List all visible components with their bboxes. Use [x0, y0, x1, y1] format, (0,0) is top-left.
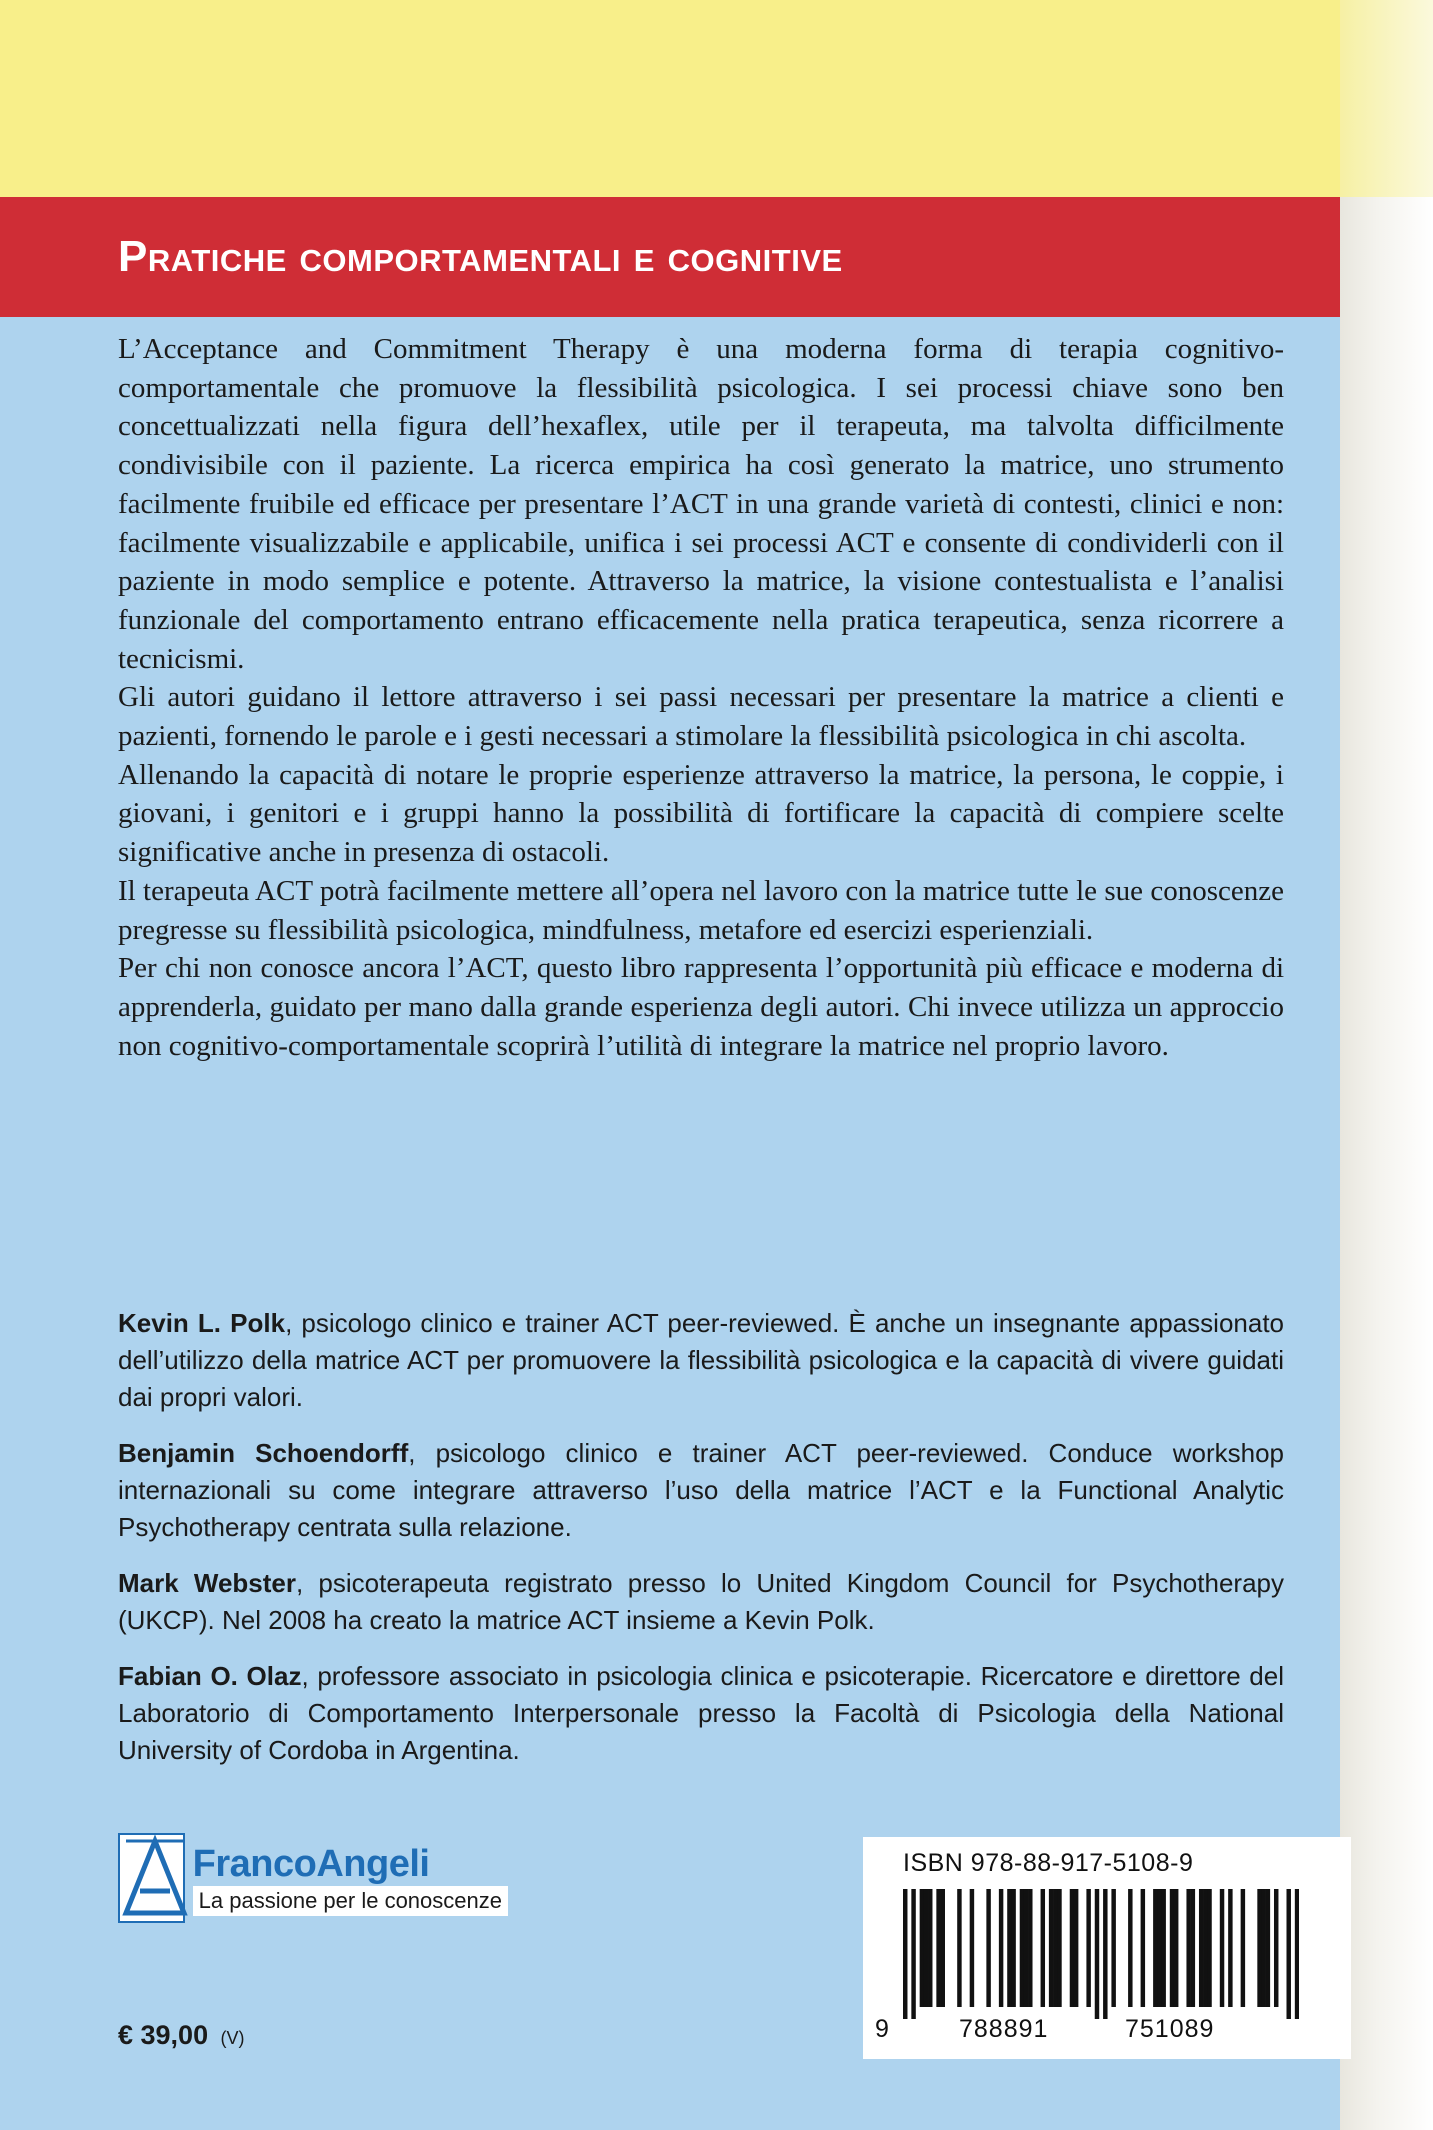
- ean-first-digit: 9: [875, 2015, 890, 2043]
- barcode-bar: [1161, 1889, 1165, 2007]
- barcode-bar: [1049, 1889, 1053, 2007]
- barcode-bar: [1141, 1889, 1145, 2007]
- author-bios: [118, 1305, 1284, 1788]
- barcode-bar: [1207, 1889, 1211, 2007]
- author-name: Benjamin Schoendorff: [118, 1438, 409, 1468]
- price-code: (V): [220, 2028, 245, 2048]
- publisher-name: FrancoAngeli: [192, 1843, 430, 1885]
- ean-left-group: 788891: [959, 2015, 1049, 2043]
- description-paragraph: Il terapeuta ACT potrà facilmente mettere all’opera nel lavoro con la matrice tutte le sue conoscenze pregresse su flessibilità psicologica, mindfulness, metafore ed esercizi esperienziali.: [118, 874, 1284, 946]
- barcode-bar: [903, 1889, 907, 2019]
- cover-edge-strip: [1340, 0, 1433, 2130]
- publisher-tagline: La passione per le conoscenze: [193, 1886, 508, 1916]
- author-bio-text: , psicologo clinico e trainer ACT peer-reviewed. Conduce workshop internazionali su come integrare attraverso l’uso della matrice l’ACT e la Functional Analytic Psychotherapy centrata sulla relazione.: [118, 1438, 1285, 1542]
- author-bio: [118, 1305, 1284, 1416]
- barcode-bar: [957, 1889, 961, 2007]
- author-name: Kevin L. Polk: [118, 1308, 286, 1338]
- description-paragraph: Allenando la capacità di notare le proprie esperienze attraverso la matrice, la persona, le coppie, i giovani, i genitori e i gruppi hanno la possibilità di fortificare la capacità di compiere scelte significative anche in presenza di ostacoli.: [118, 758, 1284, 869]
- description-paragraph: Per chi non conosce ancora l’ACT, questo libro rappresenta l’opportunità più efficace e moderna di apprenderla, guidato per mano dalla grande esperienza degli autori. Chi invece utilizza un approccio non cognitivo-comportamentale scoprirà l’utilità di integrare la matrice nel proprio lavoro.: [118, 952, 1284, 1062]
- barcode-bar: [986, 1889, 990, 2007]
- barcode-bar: [1103, 1889, 1107, 2019]
- barcode-bar: [1095, 1889, 1099, 2019]
- barcode-bar: [1199, 1889, 1203, 2007]
- barcode-bar: [1191, 1889, 1195, 2007]
- author-bio: [118, 1565, 1284, 1639]
- barcode-bar: [920, 1889, 924, 2007]
- barcode-bar: [1186, 1889, 1190, 2007]
- barcode-bar: [970, 1889, 974, 2007]
- barcode-bar: [1241, 1889, 1245, 2007]
- triangle-a-logo-icon: [118, 1833, 185, 1923]
- ean-right-group: 751089: [1125, 2015, 1215, 2043]
- barcode-bar: [1266, 1889, 1270, 2007]
- publisher-logo: [118, 1833, 508, 1925]
- barcode-bar: [1274, 1889, 1278, 2007]
- barcode-panel: [863, 1837, 1351, 2059]
- barcode-bar: [1024, 1889, 1028, 2007]
- description-paragraph: Gli autori guidano il lettore attraverso i sei passi necessari per presentare la matrice a clienti e pazienti, fornendo le parole e i gesti necessari a stimolare la flessibilità psicologica in chi ascolta.: [118, 681, 1284, 753]
- price-value: € 39,00: [118, 2020, 209, 2050]
- barcode-bar: [1203, 1889, 1207, 2007]
- author-name: Mark Webster: [118, 1568, 296, 1598]
- barcode-bar: [1074, 1889, 1078, 2007]
- barcode-bar: [1041, 1889, 1045, 2007]
- barcode-bar: [1261, 1889, 1265, 2007]
- barcode-bar: [1228, 1889, 1232, 2007]
- barcode-bar: [1011, 1889, 1015, 2007]
- barcode-bar: [1007, 1889, 1011, 2007]
- barcode-bar: [928, 1889, 932, 2007]
- barcode-bar: [1286, 1889, 1290, 2019]
- barcode-bar: [1128, 1889, 1132, 2007]
- barcode-bar: [1057, 1889, 1061, 2007]
- series-title: Pratiche comportamentali e cognitive: [118, 232, 843, 281]
- barcode-bar: [1295, 1889, 1299, 2019]
- barcode-bar: [1020, 1889, 1024, 2007]
- author-name: Fabian O. Olaz: [118, 1661, 302, 1691]
- barcode-bar: [1157, 1889, 1161, 2007]
- cover-edge-strip-top: [1340, 0, 1433, 197]
- price-label: [118, 2020, 245, 2051]
- description-paragraph: L’Acceptance and Commitment Therapy è una moderna forma di terapia cognitivo-comportamentale che promuove la flessibilità psicologica. I sei processi chiave sono ben concettualizzati nella figura dell’hexaflex, utile per il terapeuta, ma talvolta difficilmente condivisibile con il paziente. La ricerca empirica ha così generato la matrice, uno strumento facilmente fruibile ed efficace per presentare l’ACT in una grande varietà di contesti, clinici e non: facilmente visualizzabile e applicabile, unifica i sei processi ACT e consente di condividerli con il paziente in modo semplice e potente. Attraverso la matrice, la visione contestualista e l’analisi funzionale del comportamento entrano efficacemente nella pratica terapeutica, senza ricorrere a tecnicismi.: [118, 333, 1284, 675]
- publisher-logo-text: [193, 1833, 508, 1925]
- barcode-icon: [903, 1889, 1299, 2019]
- barcode-bar: [1111, 1889, 1115, 2007]
- author-bio-text: , psicoterapeuta registrato presso lo United Kingdom Council for Psychotherapy (UKCP). Nel 2008 ha creato la matrice ACT insieme a Kevin Polk.: [118, 1568, 1284, 1635]
- barcode-bar: [999, 1889, 1003, 2007]
- barcode-bar: [941, 1889, 945, 2007]
- barcode-bar: [1257, 1889, 1261, 2007]
- barcode-bar: [1028, 1889, 1032, 2007]
- barcode-bar: [1053, 1889, 1057, 2007]
- author-bio: [118, 1435, 1284, 1546]
- barcode-bar: [1170, 1889, 1174, 2007]
- book-description: [118, 330, 1284, 1065]
- barcode-bar: [936, 1889, 940, 2007]
- barcode-bar: [1174, 1889, 1178, 2007]
- barcode-bar: [911, 1889, 915, 2019]
- barcode-bar: [1070, 1889, 1074, 2007]
- author-bio-text: , professore associato in psicologia clinica e psicoterapie. Ricercatore e direttore del Laboratorio di Comportamento Interpersonale presso la Facoltà di Psicologia della National University of Cordoba in Argentina.: [118, 1661, 1284, 1765]
- barcode-bar: [1153, 1889, 1157, 2007]
- author-bio: [118, 1658, 1284, 1769]
- barcode-bar: [924, 1889, 928, 2007]
- barcode-bar: [1086, 1889, 1090, 2007]
- top-yellow-band: [0, 0, 1433, 197]
- author-bio-text: , psicologo clinico e trainer ACT peer-reviewed. È anche un insegnante appassionato dell’utilizzo della matrice ACT per promuovere la flessibilità psicologica e la capacità di vivere guidati dai propri valori.: [118, 1308, 1285, 1412]
- isbn-label: ISBN 978-88-917-5108-9: [903, 1849, 1194, 1877]
- barcode-bar: [1220, 1889, 1224, 2007]
